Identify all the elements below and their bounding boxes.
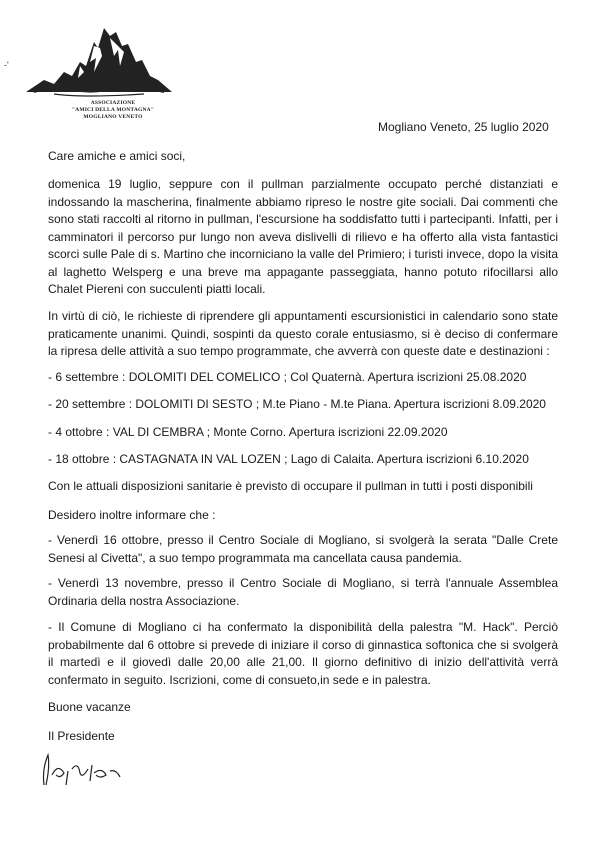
paragraph-resumption: In virtù di ciò, le richieste di riprendere gli appuntamenti escursionistici in calendario sono state praticamente unanimi. Quindi, sospinti da questo corale entusiasmo, si è deciso di confermare la ripresa delle attività a suo tempo programmate, che avverrà con queste date e destinazioni : bbox=[48, 309, 558, 358]
trip-item: - 18 ottobre : CASTAGNATA IN VAL LOZEN ; Lago di Calaita. Apertura iscrizioni 6.10.2020 bbox=[48, 452, 529, 466]
letterhead-caption bbox=[58, 100, 168, 121]
closing-line: Buone vacanze bbox=[48, 700, 131, 714]
org-name-line2: "AMICI DELLA MONTAGNA" bbox=[71, 107, 155, 113]
org-name-line1: ASSOCIAZIONE bbox=[90, 100, 136, 106]
mountain-logo-icon bbox=[24, 22, 174, 102]
trip-item: - 4 ottobre : VAL DI CEMBRA ; Monte Corno. Apertura iscrizioni 22.09.2020 bbox=[48, 425, 448, 439]
scan-mark: -' bbox=[4, 60, 9, 70]
event-item: - Venerdì 16 ottobre, presso il Centro Sociale di Mogliano, si svolgerà la serata "Dalle Crete Senesi al Civetta", a suo tempo programmata ma cancellata causa pandemia. bbox=[48, 533, 558, 565]
trip-item: - 6 settembre : DOLOMITI DEL COMELICO ; Col Quaternà. Apertura iscrizioni 25.08.2020 bbox=[48, 370, 527, 384]
letter-date: Mogliano Veneto, 25 luglio 2020 bbox=[378, 120, 549, 134]
event-item: - Venerdì 13 novembre, presso il Centro Sociale di Mogliano, si terrà l'annuale Assemblea Ordinaria della nostra Associazione. bbox=[48, 576, 558, 608]
trip-item: - 20 settembre : DOLOMITI DI SESTO ; M.te Piano - M.te Piana. Apertura iscrizioni 8.09.2020 bbox=[48, 397, 546, 411]
event-item: - Il Comune di Mogliano ci ha confermato la disponibilità della palestra "M. Hack". Perciò probabilmente dal 6 ottobre si prevede di iniziare il corso di ginnastica softonica che si svolgerà il martedì e il giovedì dalle 20,00 alle 21,00. Il giorno definitivo di inizio dell'attività verrà confermato in seguito. Iscrizioni, come di consueto,in sede e in palestra. bbox=[48, 620, 558, 687]
signature-icon bbox=[30, 745, 130, 790]
paragraph-trip-report: domenica 19 luglio, seppure con il pullman parzialmente occupato perché distanziati e indossando la mascherina, finalmente abbiamo ripreso le nostre gite sociali. Dai commenti che sono stati raccolti al ritorno in pullman, l'escursione ha soddisfatto tutti i partecipanti. Infatti, per i camminatori il percorso pur lungo non aveva dislivelli di rilievo e ha offerto alla vista fantastici scorci sulle Pale di s. Martino che incorniciano la valle del Primiero; i turisti invece, dopo la visita al laghetto Welsperg e una breve ma appagante passeggiata, hanno potuto rifocillarsi allo Chalet Piereni con succulenti piatti locali. bbox=[48, 177, 558, 296]
greeting: Care amiche e amici soci, bbox=[48, 149, 186, 163]
paragraph-announcements-intro: Desidero inoltre informare che : bbox=[48, 508, 216, 522]
signer-title: Il Presidente bbox=[48, 729, 115, 743]
paragraph-health-rules: Con le attuali disposizioni sanitarie è previsto di occupare il pullman in tutti i posti disponibili bbox=[48, 479, 533, 493]
org-name-line3: MOGLIANO VENETO bbox=[83, 114, 143, 120]
